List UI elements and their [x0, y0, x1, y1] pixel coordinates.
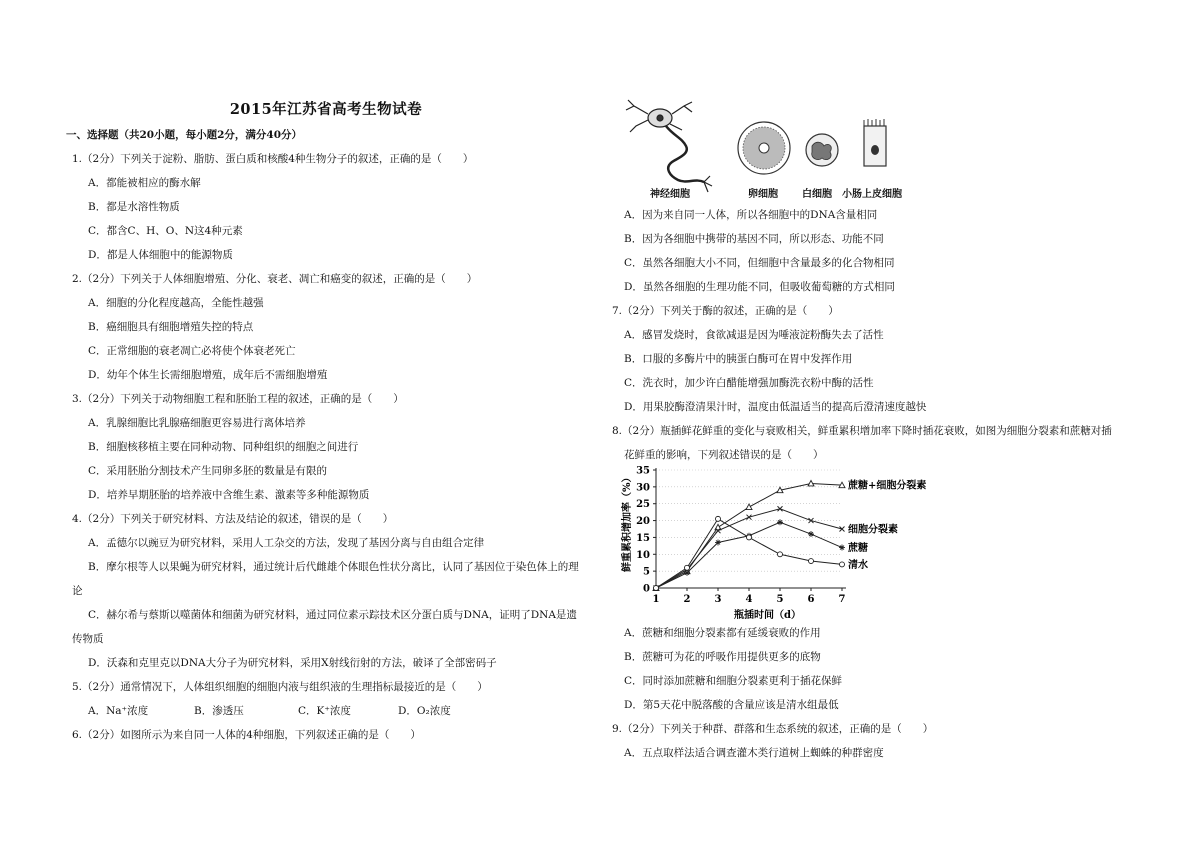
chart-x-tick-label: 2 — [683, 594, 691, 605]
question-9: 9.（2分）下列关于种群、群落和生态系统的叙述，正确的是（ ） — [612, 723, 934, 735]
q6-option-b: B．因为各细胞中携带的基因不同，所以形态、功能不同 — [624, 233, 884, 245]
chart-x-tick-label: 6 — [807, 594, 815, 605]
egg-cell-drawing — [738, 122, 790, 174]
chart-series-label: 蔗糖+细胞分裂素 — [848, 480, 927, 492]
chart-point — [654, 586, 659, 591]
q7-option-c: C．洗衣时，加少许白醋能增强加酶洗衣粉中酶的活性 — [624, 377, 874, 389]
chart-x-tick-label: 4 — [745, 594, 753, 605]
q8-option-b: B．蔗糖可为花的呼吸作用提供更多的底物 — [624, 651, 821, 663]
chart-y-tick-label: 10 — [636, 549, 650, 561]
label-nerve-cell: 神经细胞 — [650, 189, 690, 200]
question-8-line1: 8.（2分）瓶插鲜花鲜重的变化与衰败相关，鲜重累积增加率下降时插花衰败，如图为细胞分裂素和蔗糖对插 — [612, 425, 1112, 437]
q4-option-c-line2: 传物质 — [72, 633, 104, 645]
question-3: 3.（2分）下列关于动物细胞工程和胚胎工程的叙述，正确的是（ ） — [72, 393, 404, 405]
chart-y-tick-label: 35 — [636, 465, 650, 477]
chart-y-axis-label: 鲜重累积增加率（%） — [622, 472, 633, 572]
label-intestinal-cell: 小肠上皮细胞 — [842, 189, 902, 200]
q1-option-c: C．都含C、H、O、N这4种元素 — [88, 225, 243, 237]
q5-option-a: A．Na⁺浓度 — [88, 705, 149, 717]
chart-y-tick-label: 20 — [636, 516, 650, 528]
intestinal-cell-drawing — [864, 119, 886, 166]
chart-series-line — [656, 519, 842, 588]
q2-option-d: D．幼年个体生长需细胞增殖，成年后不需细胞增殖 — [88, 369, 328, 381]
q6-option-a: A．因为来自同一人体，所以各细胞中的DNA含量相同 — [624, 209, 878, 221]
q2-option-a: A．细胞的分化程度越高，全能性越强 — [88, 297, 264, 309]
chart-point — [840, 562, 845, 567]
question-8-line2: 花鲜重的影响，下列叙述错误的是（ ） — [624, 449, 824, 461]
chart-x-axis-label: 瓶插时间（d） — [734, 610, 801, 621]
nerve-cell-drawing — [626, 100, 712, 192]
chart-point — [809, 559, 814, 564]
question-4: 4.（2分）下列关于研究材料、方法及结论的叙述，错误的是（ ） — [72, 513, 394, 525]
chart-point — [747, 535, 752, 540]
chart-series-label: 蔗糖 — [848, 543, 868, 555]
chart-point — [839, 545, 845, 551]
q5-option-c: C．K⁺浓度 — [298, 705, 351, 717]
chart-y-tick-label: 25 — [636, 499, 650, 511]
q5-option-d: D．O₂浓度 — [398, 705, 451, 717]
chart-point — [777, 519, 783, 525]
chart-point — [778, 552, 783, 557]
q9-option-a: A．五点取样法适合调查灌木类行道树上蜘蛛的种群密度 — [624, 747, 884, 759]
q1-option-a: A．都能被相应的酶水解 — [88, 177, 201, 189]
q4-option-b-line2: 论 — [72, 585, 83, 597]
q6-option-d: D．虽然各细胞的生理功能不同，但吸收葡萄糖的方式相同 — [624, 281, 895, 293]
chart-point — [716, 516, 721, 521]
question-5: 5.（2分）通常情况下，人体组织细胞的细胞内液与组织液的生理指标最接近的是（ ） — [72, 681, 488, 693]
q4-option-c-line1: C．赫尔希与蔡斯以噬菌体和细菌为研究材料，通过同位素示踪技术区分蛋白质与DNA，证明了DNA是遗 — [88, 609, 577, 621]
q5-option-b: B．渗透压 — [194, 705, 244, 717]
q6-option-c: C．虽然各细胞大小不同，但细胞中含量最多的化合物相同 — [624, 257, 895, 269]
chart-point — [746, 504, 752, 510]
q2-option-c: C．正常细胞的衰老凋亡必将使个体衰老死亡 — [88, 345, 296, 357]
q4-option-a: A．孟德尔以豌豆为研究材料，采用人工杂交的方法，发现了基因分离与自由组合定律 — [88, 537, 485, 549]
label-egg-cell: 卵细胞 — [748, 189, 778, 200]
chart-series-label: 清水 — [848, 559, 868, 571]
label-white-blood-cell: 白细胞 — [802, 189, 832, 200]
question-1: 1.（2分）下列关于淀粉、脂肪、蛋白质和核酸4种生物分子的叙述，正确的是（ ） — [72, 153, 474, 165]
q7-option-b: B．口服的多酶片中的胰蛋白酶可在胃中发挥作用 — [624, 353, 853, 365]
question-6: 6.（2分）如图所示为来自同一人体的4种细胞，下列叙述正确的是（ ） — [72, 729, 421, 741]
cells-figure — [612, 96, 912, 206]
chart-x-tick-label: 7 — [838, 594, 846, 605]
chart-x-tick-label: 3 — [714, 594, 722, 605]
q3-option-d: D．培养早期胚胎的培养液中含维生素、激素等多种能源物质 — [88, 489, 370, 501]
chart-y-tick-label: 5 — [643, 566, 650, 578]
q4-option-d: D．沃森和克里克以DNA大分子为研究材料，采用X射线衍射的方法，破译了全部密码子 — [88, 657, 497, 669]
q8-option-a: A．蔗糖和细胞分裂素都有延缓衰败的作用 — [624, 627, 821, 639]
chart-point — [808, 531, 814, 537]
chart-point — [685, 565, 690, 570]
chart-svg — [616, 462, 946, 622]
fresh-weight-chart — [616, 462, 946, 622]
q7-option-a: A．感冒发烧时，食欲减退是因为唾液淀粉酶失去了活性 — [624, 329, 884, 341]
chart-y-tick-label: 0 — [643, 583, 650, 595]
q2-option-b: B．癌细胞具有细胞增殖失控的特点 — [88, 321, 254, 333]
chart-x-tick-label: 1 — [652, 594, 660, 605]
q8-option-c: C．同时添加蔗糖和细胞分裂素更利于插花保鲜 — [624, 675, 843, 687]
q1-option-b: B．都是水溶性物质 — [88, 201, 180, 213]
chart-series-line — [656, 522, 842, 588]
q3-option-b: B．细胞核移植主要在同种动物、同种组织的细胞之间进行 — [88, 441, 359, 453]
chart-x-tick-label: 5 — [776, 594, 784, 605]
question-7: 7.（2分）下列关于酶的叙述，正确的是（ ） — [612, 305, 839, 317]
q8-option-d: D．第5天花中脱落酸的含量应该是清水组最低 — [624, 699, 839, 711]
section-heading: 一、选择题（共20小题，每小题2分，满分40分） — [66, 129, 303, 141]
q1-option-d: D．都是人体细胞中的能源物质 — [88, 249, 233, 261]
question-2: 2.（2分）下列关于人体细胞增殖、分化、衰老、凋亡和癌变的叙述，正确的是（ ） — [72, 273, 478, 285]
q3-option-c: C．采用胚胎分割技术产生同卵多胚的数量是有限的 — [88, 465, 328, 477]
white-blood-cell-drawing — [806, 134, 838, 166]
q4-option-b-line1: B．摩尔根等人以果蝇为研究材料，通过统计后代雌雄个体眼色性状分离比，认同了基因位于染色体上的理 — [88, 561, 579, 573]
q7-option-d: D．用果胶酶澄清果汁时，温度由低温适当的提高后澄清速度越快 — [624, 401, 927, 413]
chart-series-label: 细胞分裂素 — [848, 524, 898, 536]
page-title: 2015年江苏省高考生物试卷 — [229, 101, 423, 118]
chart-y-tick-label: 15 — [636, 532, 650, 544]
chart-y-tick-label: 30 — [636, 482, 650, 494]
q3-option-a: A．乳腺细胞比乳腺癌细胞更容易进行离体培养 — [88, 417, 306, 429]
